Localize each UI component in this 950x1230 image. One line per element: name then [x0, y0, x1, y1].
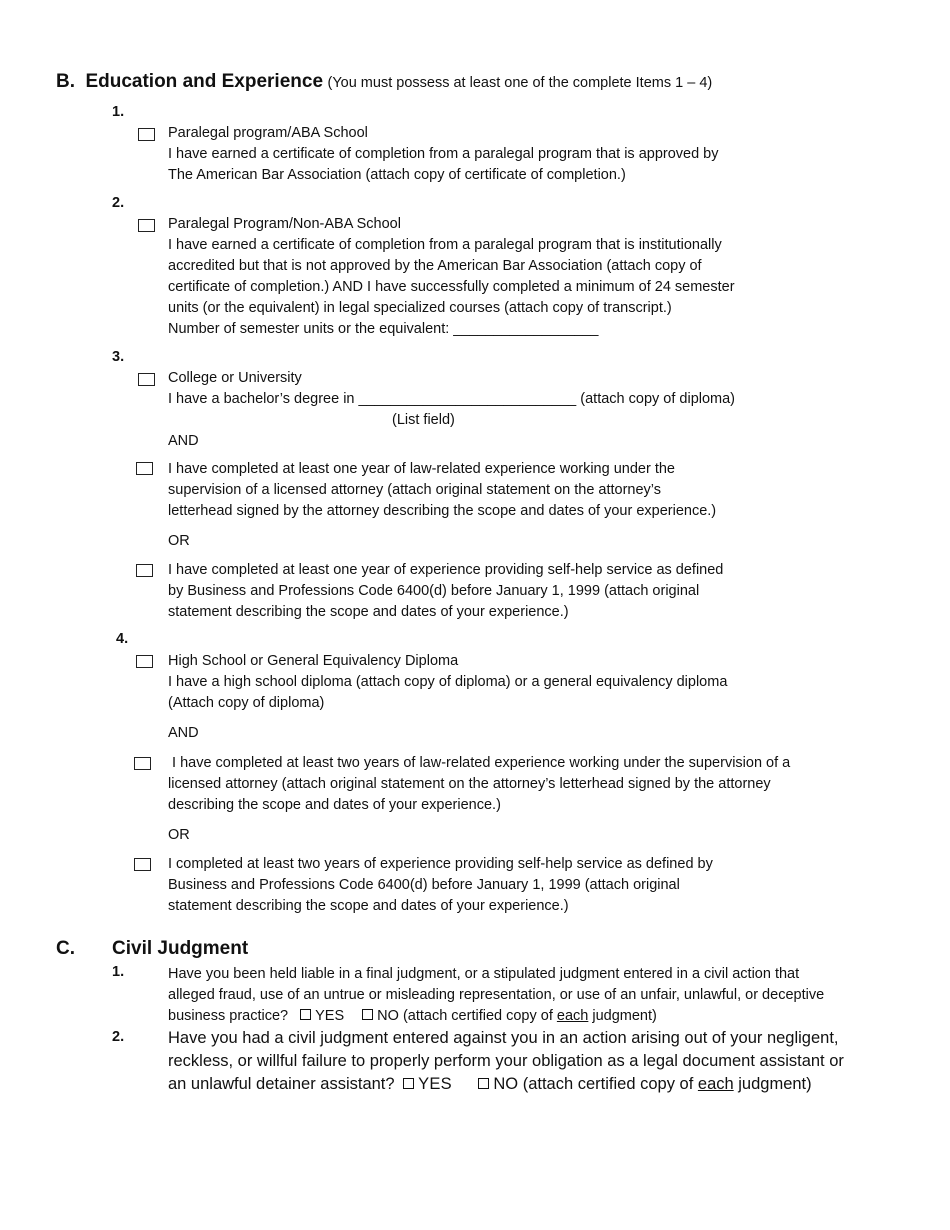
- c-q1-yes-label: YES: [315, 1008, 345, 1024]
- c-q2-yes-option[interactable]: [403, 1075, 452, 1093]
- item-3a-text-line: I have completed at least one year of law-related experience working under the: [168, 461, 675, 477]
- item-3-field-hint: (List field): [392, 412, 455, 428]
- c-q2-each: each: [697, 1075, 734, 1093]
- item-3-or: OR: [168, 533, 190, 549]
- item-4b-text-line: statement describing the scope and dates of your experience.): [168, 898, 569, 914]
- item-4-text-line: I have a high school diploma (attach copy of diploma) or a general equivalency diploma: [168, 674, 728, 690]
- section-b-note: (You must possess at least one of the complete Items 1 – 4): [327, 75, 713, 91]
- c-q2-no-option[interactable]: [478, 1075, 693, 1093]
- c-q1-each: each: [556, 1008, 589, 1024]
- item-4a-text-line: describing the scope and dates of your experience.): [168, 797, 501, 813]
- item-2-text-line: certificate of completion.) AND I have successfully completed a minimum of 24 semester: [168, 279, 735, 295]
- c-q2-suffix: judgment): [738, 1075, 812, 1093]
- item-3b-text-line: statement describing the scope and dates of your experience.): [168, 604, 569, 620]
- item-4a-text-line: licensed attorney (attach original statement on the attorney’s letterhead signed by the attorney: [168, 776, 771, 792]
- item-4b-checkbox[interactable]: [134, 858, 151, 871]
- section-b-letter: B.: [56, 71, 75, 92]
- section-c-letter: C.: [56, 938, 75, 959]
- section-b-title: Education and Experience: [85, 71, 324, 92]
- item-4b-text-line: I completed at least two years of experience providing self-help service as defined by: [168, 856, 713, 872]
- c-q1-yes-checkbox[interactable]: [300, 1009, 311, 1020]
- c-q1-no-label: NO (attach certified copy of: [377, 1008, 553, 1024]
- c-question-2-prefix: an unlawful detainer assistant?: [168, 1075, 395, 1093]
- c-question-1-number: 1.: [112, 964, 125, 980]
- c-question-1-answer-line: [168, 1006, 657, 1027]
- item-4b-text-line: Business and Professions Code 6400(d) before January 1, 1999 (attach original: [168, 877, 680, 893]
- c-question-1-line: alleged fraud, use of an untrue or misleading representation, or use of an unfair, unlawful, or deceptive: [168, 987, 825, 1003]
- item-3b-text-line: by Business and Professions Code 6400(d) before January 1, 1999 (attach original: [168, 583, 700, 599]
- item-3-checkbox[interactable]: [138, 373, 155, 386]
- item-1-title: Paralegal program/ABA School: [168, 125, 368, 141]
- c-q2-yes-checkbox[interactable]: [403, 1078, 414, 1089]
- item-4a-text-line: I have completed at least two years of law-related experience working under the supervision of a: [168, 755, 791, 771]
- c-question-1-line: Have you been held liable in a final judgment, or a stipulated judgment entered in a civil action that: [168, 966, 800, 982]
- item-3a-checkbox[interactable]: [136, 462, 153, 475]
- item-3a-text-line: supervision of a licensed attorney (attach original statement on the attorney’s: [168, 482, 662, 498]
- item-1-text-line: The American Bar Association (attach copy of certificate of completion.): [168, 167, 626, 183]
- c-question-2-answer-line: [168, 1073, 812, 1096]
- item-3a-text-line: letterhead signed by the attorney describing the scope and dates of your experience.): [168, 503, 717, 519]
- item-2-units-field[interactable]: Number of semester units or the equivalent: __________________: [168, 321, 599, 337]
- c-q1-no-option[interactable]: [362, 1008, 553, 1024]
- c-q2-no-label: NO (attach certified copy of: [493, 1075, 694, 1093]
- item-2-title: Paralegal Program/Non-ABA School: [168, 216, 401, 232]
- item-4-and: AND: [168, 725, 199, 741]
- item-2-text-line: I have earned a certificate of completion from a paralegal program that is institutionally: [168, 237, 722, 253]
- item-3-title: College or University: [168, 370, 302, 386]
- section-c-title: Civil Judgment: [112, 938, 249, 959]
- item-1-number: 1.: [112, 104, 125, 120]
- c-q2-no-checkbox[interactable]: [478, 1078, 489, 1089]
- section-b-header: [56, 71, 712, 93]
- c-question-2-number: 2.: [112, 1029, 125, 1045]
- item-4-title: High School or General Equivalency Diploma: [168, 653, 459, 669]
- item-3-number: 3.: [112, 349, 125, 365]
- item-1-checkbox[interactable]: [138, 128, 155, 141]
- item-2-number: 2.: [112, 195, 125, 211]
- item-4-or: OR: [168, 827, 190, 843]
- item-4-checkbox[interactable]: [136, 655, 153, 668]
- c-q1-suffix: judgment): [592, 1008, 657, 1024]
- item-2-text-line: accredited but that is not approved by the American Bar Association (attach copy of: [168, 258, 702, 274]
- item-4-number: 4.: [116, 631, 129, 647]
- c-q1-no-checkbox[interactable]: [362, 1009, 373, 1020]
- item-1-text-line: I have earned a certificate of completion from a paralegal program that is approved by: [168, 146, 719, 162]
- c-question-2-line: reckless, or willful failure to properly perform your obligation as a legal document assistant or: [168, 1052, 844, 1070]
- c-q2-yes-label: YES: [418, 1075, 452, 1093]
- item-2-checkbox[interactable]: [138, 219, 155, 232]
- item-4-text-line: (Attach copy of diploma): [168, 695, 325, 711]
- item-3b-text-line: I have completed at least one year of experience providing self-help service as defined: [168, 562, 724, 578]
- c-question-2-line: Have you had a civil judgment entered against you in an action arising out of your negligent,: [168, 1029, 839, 1047]
- c-q1-yes-option[interactable]: [300, 1008, 344, 1024]
- item-3-degree-field[interactable]: I have a bachelor’s degree in ___________________________ (attach copy of diploma): [168, 391, 736, 407]
- item-2-text-line: units (or the equivalent) in legal specialized courses (attach copy of transcript.): [168, 300, 672, 316]
- c-question-1-prefix: business practice?: [168, 1008, 289, 1024]
- item-4a-checkbox[interactable]: [134, 757, 151, 770]
- item-3-and: AND: [168, 433, 199, 449]
- item-3b-checkbox[interactable]: [136, 564, 153, 577]
